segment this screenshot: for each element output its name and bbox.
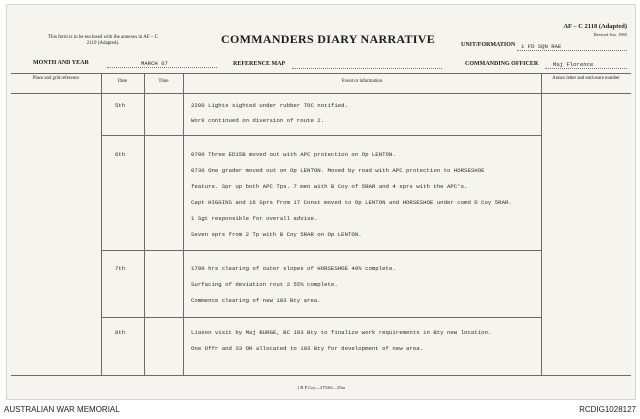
- column-header-event: Event or information: [341, 79, 383, 84]
- column-divider-place: [101, 73, 102, 375]
- unit-underline: [517, 50, 627, 51]
- commanding-officer-underline: [545, 68, 627, 69]
- entry-line: Seven sprs from 2 Tp with B Coy 5RAR on Op LENTON.: [191, 231, 362, 238]
- commanding-officer-label: COMMANDING OFFICER: [465, 61, 539, 67]
- unit-value: 1 FD SQN RAE: [521, 43, 562, 50]
- footer-record-id: RCDIG1028127: [579, 405, 636, 414]
- entry-separator: [101, 317, 541, 318]
- entry-line: Capt HIGGINS and 16 Sprs from 17 Const moved to Op LENTON and HORSESHOE under comd D Coy 5RAR.: [191, 199, 512, 206]
- entry-line: 1 Sgt responsible for overall advise.: [191, 215, 318, 222]
- column-header-annex: Annex letter and enclosure number: [552, 76, 620, 81]
- entry-date: 6th: [115, 151, 126, 158]
- column-header-date: Date: [117, 79, 128, 84]
- form-title: COMMANDERS DIARY NARRATIVE: [221, 32, 436, 46]
- entry-line: 2200 Lights sighted under rubber TOC notified.: [191, 102, 349, 109]
- table-bottom-border: [11, 375, 631, 376]
- unit-label: UNIT/FORMATION: [461, 42, 516, 48]
- column-divider-time: [183, 73, 184, 375]
- entry-line: Commence clearing of new 103 Bty area.: [191, 297, 321, 304]
- entry-date: 7th: [115, 265, 126, 272]
- printer-line: 1 B P Coy—275/65—35m: [297, 385, 345, 390]
- entry-line: 1700 hrs clearing of outer slopes of HORSESHOE 40% complete.: [191, 265, 396, 272]
- entry-line: Surfacing of deviation rout 2 55% complete.: [191, 281, 338, 288]
- form-number: AF – C 2118 (Adapted): [563, 23, 627, 30]
- entry-line: 0730 One grader moved out on Op LENTON. Moved by road with APC protection to HORSESHOE: [191, 167, 485, 174]
- month-year-underline: [107, 67, 217, 68]
- reference-map-underline: [292, 68, 442, 69]
- commanding-officer-value: Maj Florence: [553, 61, 594, 68]
- table-top-border: [11, 73, 631, 74]
- entry-separator: [101, 135, 541, 136]
- month-year-value: MARCH 67: [141, 60, 168, 67]
- enclose-note: This form is to be enclosed with the annexes in AF – C 2119 (Adapted).: [48, 35, 158, 46]
- diary-page: [6, 4, 636, 400]
- column-divider-date: [144, 73, 145, 375]
- month-year-label: MONTH AND YEAR: [33, 60, 89, 66]
- entry-line: 0700 Three ED15B moved out with APC protection on Op LENTON.: [191, 151, 396, 158]
- entry-line: Liason visit by Maj BURGE, BC 103 Bty to finalize work requirements in Bty new location.: [191, 329, 492, 336]
- entry-line: feature. Spr up both APC Tps. 7 men with B Coy of 5RAR and 4 sprs with the APC's.: [191, 183, 468, 190]
- column-divider-event: [541, 73, 542, 375]
- reference-map-label: REFERENCE MAP: [233, 61, 286, 67]
- entry-separator: [101, 250, 541, 251]
- entry-line: One Offr and 33 OR allocated to 103 Bty for development of new area.: [191, 345, 424, 352]
- column-header-place: Place and grid reference: [32, 76, 80, 81]
- column-header-time: Time: [158, 79, 169, 84]
- revised-date: Revised Jun. 1965: [593, 32, 627, 37]
- entry-line: Work continued on diversion of route 2.: [191, 117, 325, 124]
- entry-date: 8th: [115, 329, 126, 336]
- entry-date: 5th: [115, 102, 126, 109]
- table-header-border: [11, 93, 631, 94]
- footer-source: AUSTRALIAN WAR MEMORIAL: [4, 405, 120, 414]
